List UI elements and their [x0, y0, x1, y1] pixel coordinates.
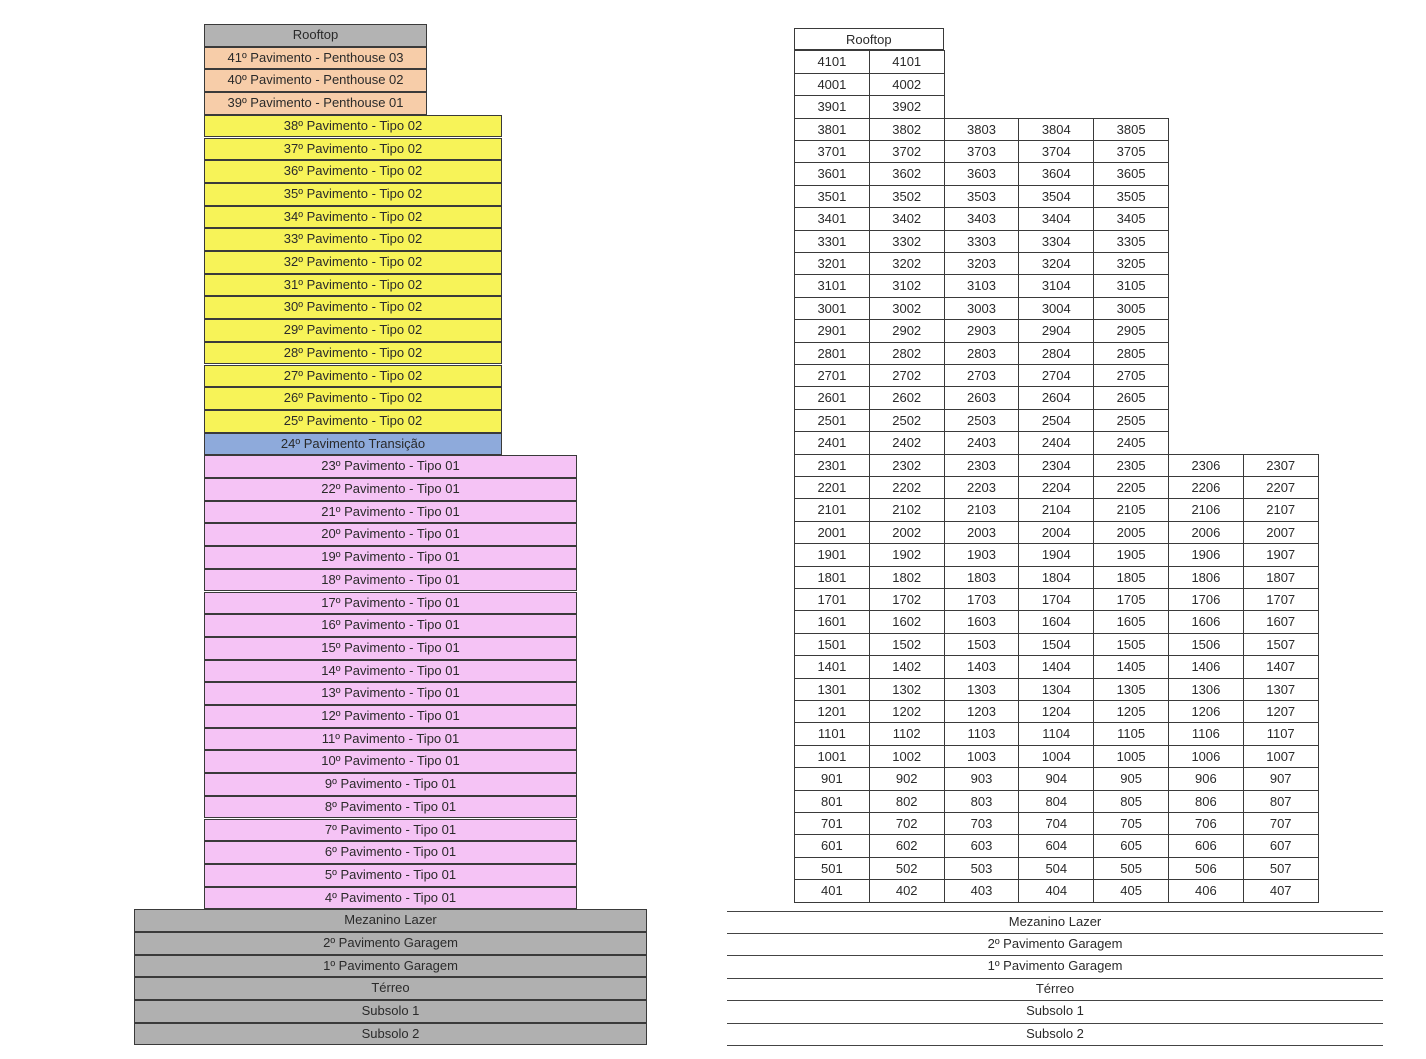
- tipo02-floor: 28º Pavimento - Tipo 02: [204, 342, 502, 365]
- unit-cell: 907: [1243, 767, 1319, 790]
- unit-cell: 3802: [869, 118, 945, 141]
- unit-cell: 2003: [944, 521, 1020, 544]
- unit-cell: 2301: [794, 454, 870, 477]
- unit-cell: 3701: [794, 140, 870, 163]
- unit-cell: 704: [1018, 812, 1094, 835]
- unit-cell: 3603: [944, 162, 1020, 185]
- unit-cell: 604: [1018, 834, 1094, 857]
- unit-cell: 1702: [869, 588, 945, 611]
- tipo01-floor: 9º Pavimento - Tipo 01: [204, 773, 577, 796]
- unit-cell: 2101: [794, 498, 870, 521]
- unit-cell: 1303: [944, 678, 1020, 701]
- unit-cell: 905: [1093, 767, 1169, 790]
- unit-cell: 3303: [944, 230, 1020, 253]
- unit-cell: 803: [944, 790, 1020, 813]
- unit-cell: 402: [869, 879, 945, 902]
- unit-cell: 1404: [1018, 655, 1094, 678]
- unit-cell: 1801: [794, 566, 870, 589]
- unit-cell: 703: [944, 812, 1020, 835]
- unit-cell: 3801: [794, 118, 870, 141]
- unit-cell: 3403: [944, 207, 1020, 230]
- unit-cell: 2803: [944, 342, 1020, 365]
- tipo01-floor: 7º Pavimento - Tipo 01: [204, 819, 577, 842]
- unit-cell: 1103: [944, 722, 1020, 745]
- base-floor: 2º Pavimento Garagem: [134, 932, 647, 955]
- tipo01-floor: 18º Pavimento - Tipo 01: [204, 569, 577, 592]
- unit-cell: 1005: [1093, 745, 1169, 768]
- unit-cell: 603: [944, 834, 1020, 857]
- unit-cell: 3602: [869, 162, 945, 185]
- unit-cell: 1505: [1093, 633, 1169, 656]
- unit-cell: 904: [1018, 767, 1094, 790]
- unit-cell: 3601: [794, 162, 870, 185]
- unit-cell: 2102: [869, 498, 945, 521]
- unit-cell: 407: [1243, 879, 1319, 902]
- unit-cell: 1601: [794, 610, 870, 633]
- unit-cell: 1301: [794, 678, 870, 701]
- right-base-floor: Subsolo 1: [727, 1001, 1383, 1023]
- unit-cell: 2901: [794, 319, 870, 342]
- tipo01-floor: 20º Pavimento - Tipo 01: [204, 523, 577, 546]
- unit-cell: 2601: [794, 386, 870, 409]
- unit-cell: 3605: [1093, 162, 1169, 185]
- unit-cell: 3003: [944, 297, 1020, 320]
- unit-cell: 1701: [794, 588, 870, 611]
- unit-cell: 1101: [794, 722, 870, 745]
- unit-cell: 502: [869, 857, 945, 880]
- unit-cell: 801: [794, 790, 870, 813]
- tipo01-floor: 16º Pavimento - Tipo 01: [204, 614, 577, 637]
- unit-cell: 807: [1243, 790, 1319, 813]
- unit-cell: 903: [944, 767, 1020, 790]
- unit-cell: 2503: [944, 409, 1020, 432]
- unit-cell: 2904: [1018, 319, 1094, 342]
- unit-cell: 806: [1168, 790, 1244, 813]
- unit-cell: 1501: [794, 633, 870, 656]
- unit-cell: 2802: [869, 342, 945, 365]
- rooftop-floor: Rooftop: [204, 24, 427, 47]
- unit-cell: 4101: [869, 50, 945, 73]
- unit-cell: 1002: [869, 745, 945, 768]
- unit-cell: 3202: [869, 252, 945, 275]
- unit-cell: 1804: [1018, 566, 1094, 589]
- unit-cell: 1204: [1018, 700, 1094, 723]
- unit-cell: 3901: [794, 95, 870, 118]
- unit-cell: 505: [1093, 857, 1169, 880]
- unit-cell: 1506: [1168, 633, 1244, 656]
- unit-cell: 2206: [1168, 476, 1244, 499]
- unit-cell: 2204: [1018, 476, 1094, 499]
- unit-cell: 1402: [869, 655, 945, 678]
- unit-cell: 2603: [944, 386, 1020, 409]
- penthouse-floor: 39º Pavimento - Penthouse 01: [204, 92, 427, 115]
- penthouse-floor: 41º Pavimento - Penthouse 03: [204, 47, 427, 70]
- unit-cell: 2902: [869, 319, 945, 342]
- unit-cell: 1504: [1018, 633, 1094, 656]
- unit-cell: 406: [1168, 879, 1244, 902]
- unit-cell: 1406: [1168, 655, 1244, 678]
- unit-cell: 401: [794, 879, 870, 902]
- unit-cell: 602: [869, 834, 945, 857]
- unit-cell: 3505: [1093, 185, 1169, 208]
- unit-cell: 705: [1093, 812, 1169, 835]
- unit-cell: 2701: [794, 364, 870, 387]
- unit-cell: 3705: [1093, 140, 1169, 163]
- unit-cell: 1203: [944, 700, 1020, 723]
- unit-cell: 1807: [1243, 566, 1319, 589]
- unit-cell: 3305: [1093, 230, 1169, 253]
- tipo01-floor: 11º Pavimento - Tipo 01: [204, 728, 577, 751]
- unit-cell: 3604: [1018, 162, 1094, 185]
- unit-cell: 2405: [1093, 431, 1169, 454]
- unit-cell: 2605: [1093, 386, 1169, 409]
- unit-cell: 802: [869, 790, 945, 813]
- unit-cell: 1403: [944, 655, 1020, 678]
- unit-cell: 2404: [1018, 431, 1094, 454]
- unit-cell: 1006: [1168, 745, 1244, 768]
- unit-cell: 4002: [869, 73, 945, 96]
- base-floor: Subsolo 1: [134, 1000, 647, 1023]
- tipo01-floor: 23º Pavimento - Tipo 01: [204, 455, 577, 478]
- tipo02-floor: 32º Pavimento - Tipo 02: [204, 251, 502, 274]
- tipo01-floor: 19º Pavimento - Tipo 01: [204, 546, 577, 569]
- base-floor: Térreo: [134, 977, 647, 1000]
- unit-cell: 2002: [869, 521, 945, 544]
- unit-cell: 1603: [944, 610, 1020, 633]
- unit-cell: 2202: [869, 476, 945, 499]
- unit-cell: 1304: [1018, 678, 1094, 701]
- unit-cell: 1703: [944, 588, 1020, 611]
- unit-cell: 3502: [869, 185, 945, 208]
- unit-cell: 1503: [944, 633, 1020, 656]
- unit-cell: 3902: [869, 95, 945, 118]
- tipo01-floor: 6º Pavimento - Tipo 01: [204, 841, 577, 864]
- unit-cell: 3301: [794, 230, 870, 253]
- unit-cell: 403: [944, 879, 1020, 902]
- unit-cell: 1706: [1168, 588, 1244, 611]
- unit-cell: 3004: [1018, 297, 1094, 320]
- unit-cell: 1905: [1093, 543, 1169, 566]
- unit-cell: 3103: [944, 274, 1020, 297]
- unit-cell: 3201: [794, 252, 870, 275]
- unit-cell: 2705: [1093, 364, 1169, 387]
- tipo02-floor: 29º Pavimento - Tipo 02: [204, 319, 502, 342]
- tipo02-floor: 35º Pavimento - Tipo 02: [204, 183, 502, 206]
- right-base-floor: Térreo: [727, 979, 1383, 1001]
- unit-cell: 902: [869, 767, 945, 790]
- unit-cell: 2001: [794, 521, 870, 544]
- unit-cell: 3102: [869, 274, 945, 297]
- tipo02-floor: 25º Pavimento - Tipo 02: [204, 410, 502, 433]
- unit-cell: 1107: [1243, 722, 1319, 745]
- unit-cell: 3404: [1018, 207, 1094, 230]
- unit-cell: 3703: [944, 140, 1020, 163]
- unit-cell: 2704: [1018, 364, 1094, 387]
- unit-cell: 2205: [1093, 476, 1169, 499]
- unit-cell: 702: [869, 812, 945, 835]
- unit-cell: 2602: [869, 386, 945, 409]
- unit-cell: 2201: [794, 476, 870, 499]
- unit-cell: 1306: [1168, 678, 1244, 701]
- tipo01-floor: 15º Pavimento - Tipo 01: [204, 637, 577, 660]
- unit-cell: 2905: [1093, 319, 1169, 342]
- tipo02-floor: 37º Pavimento - Tipo 02: [204, 138, 502, 161]
- unit-cell: 2403: [944, 431, 1020, 454]
- unit-cell: 606: [1168, 834, 1244, 857]
- unit-cell: 2104: [1018, 498, 1094, 521]
- unit-cell: 1407: [1243, 655, 1319, 678]
- unit-cell: 3401: [794, 207, 870, 230]
- base-floor: Mezanino Lazer: [134, 909, 647, 932]
- unit-cell: 2307: [1243, 454, 1319, 477]
- unit-cell: 3405: [1093, 207, 1169, 230]
- unit-cell: 1507: [1243, 633, 1319, 656]
- unit-cell: 3402: [869, 207, 945, 230]
- unit-cell: 2604: [1018, 386, 1094, 409]
- unit-cell: 2305: [1093, 454, 1169, 477]
- right-base-floor: 1º Pavimento Garagem: [727, 956, 1383, 978]
- unit-cell: 1502: [869, 633, 945, 656]
- unit-cell: 1106: [1168, 722, 1244, 745]
- unit-cell: 2105: [1093, 498, 1169, 521]
- unit-cell: 1901: [794, 543, 870, 566]
- tipo02-floor: 34º Pavimento - Tipo 02: [204, 206, 502, 229]
- unit-cell: 4101: [794, 50, 870, 73]
- unit-cell: 1604: [1018, 610, 1094, 633]
- unit-cell: 1105: [1093, 722, 1169, 745]
- tipo02-floor: 30º Pavimento - Tipo 02: [204, 296, 502, 319]
- unit-cell: 3805: [1093, 118, 1169, 141]
- unit-cell: 1202: [869, 700, 945, 723]
- tipo01-floor: 21º Pavimento - Tipo 01: [204, 501, 577, 524]
- tipo02-floor: 36º Pavimento - Tipo 02: [204, 160, 502, 183]
- unit-cell: 501: [794, 857, 870, 880]
- tipo01-floor: 5º Pavimento - Tipo 01: [204, 864, 577, 887]
- unit-cell: 706: [1168, 812, 1244, 835]
- unit-cell: 3504: [1018, 185, 1094, 208]
- unit-cell: 2207: [1243, 476, 1319, 499]
- unit-cell: 3001: [794, 297, 870, 320]
- unit-cell: 1004: [1018, 745, 1094, 768]
- unit-cell: 1102: [869, 722, 945, 745]
- unit-cell: 3105: [1093, 274, 1169, 297]
- unit-cell: 2203: [944, 476, 1020, 499]
- unit-cell: 3501: [794, 185, 870, 208]
- unit-cell: 504: [1018, 857, 1094, 880]
- unit-cell: 1805: [1093, 566, 1169, 589]
- unit-cell: 1405: [1093, 655, 1169, 678]
- unit-cell: 1205: [1093, 700, 1169, 723]
- unit-cell: 2004: [1018, 521, 1094, 544]
- unit-cell: 3204: [1018, 252, 1094, 275]
- unit-cell: 405: [1093, 879, 1169, 902]
- tipo01-floor: 13º Pavimento - Tipo 01: [204, 682, 577, 705]
- unit-cell: 2302: [869, 454, 945, 477]
- unit-cell: 3205: [1093, 252, 1169, 275]
- unit-cell: 3304: [1018, 230, 1094, 253]
- unit-cell: 1806: [1168, 566, 1244, 589]
- tipo01-floor: 22º Pavimento - Tipo 01: [204, 478, 577, 501]
- unit-cell: 1302: [869, 678, 945, 701]
- unit-cell: 507: [1243, 857, 1319, 880]
- unit-cell: 503: [944, 857, 1020, 880]
- unit-cell: 1602: [869, 610, 945, 633]
- unit-cell: 1802: [869, 566, 945, 589]
- base-floor: Subsolo 2: [134, 1023, 647, 1046]
- unit-cell: 1307: [1243, 678, 1319, 701]
- tipo01-floor: 17º Pavimento - Tipo 01: [204, 592, 577, 615]
- unit-cell: 1904: [1018, 543, 1094, 566]
- tipo01-floor: 4º Pavimento - Tipo 01: [204, 887, 577, 910]
- tipo02-floor: 26º Pavimento - Tipo 02: [204, 387, 502, 410]
- unit-cell: 404: [1018, 879, 1094, 902]
- unit-cell: 1705: [1093, 588, 1169, 611]
- tipo02-floor: 27º Pavimento - Tipo 02: [204, 365, 502, 388]
- unit-cell: 3101: [794, 274, 870, 297]
- unit-cell: 607: [1243, 834, 1319, 857]
- unit-cell: 2702: [869, 364, 945, 387]
- unit-cell: 2303: [944, 454, 1020, 477]
- unit-cell: 2804: [1018, 342, 1094, 365]
- tipo02-floor: 38º Pavimento - Tipo 02: [204, 115, 502, 138]
- unit-cell: 2005: [1093, 521, 1169, 544]
- unit-cell: 2402: [869, 431, 945, 454]
- unit-cell: 901: [794, 767, 870, 790]
- unit-cell: 1606: [1168, 610, 1244, 633]
- unit-cell: 701: [794, 812, 870, 835]
- tipo01-floor: 12º Pavimento - Tipo 01: [204, 705, 577, 728]
- unit-cell: 1207: [1243, 700, 1319, 723]
- tipo02-floor: 33º Pavimento - Tipo 02: [204, 228, 502, 251]
- unit-cell: 1003: [944, 745, 1020, 768]
- unit-cell: 2306: [1168, 454, 1244, 477]
- unit-cell: 1007: [1243, 745, 1319, 768]
- unit-cell: 2007: [1243, 521, 1319, 544]
- unit-cell: 1607: [1243, 610, 1319, 633]
- unit-cell: 3804: [1018, 118, 1094, 141]
- unit-cell: 2106: [1168, 498, 1244, 521]
- unit-cell: 3702: [869, 140, 945, 163]
- unit-cell: 601: [794, 834, 870, 857]
- unit-cell: 1803: [944, 566, 1020, 589]
- unit-cell: 1305: [1093, 678, 1169, 701]
- unit-cell: 2504: [1018, 409, 1094, 432]
- right-base-floor: Mezanino Lazer: [727, 912, 1383, 934]
- unit-cell: 804: [1018, 790, 1094, 813]
- unit-cell: 1907: [1243, 543, 1319, 566]
- unit-cell: 805: [1093, 790, 1169, 813]
- unit-cell: 707: [1243, 812, 1319, 835]
- unit-cell: 1704: [1018, 588, 1094, 611]
- unit-cell: 2805: [1093, 342, 1169, 365]
- unit-cell: 3005: [1093, 297, 1169, 320]
- unit-cell: 1605: [1093, 610, 1169, 633]
- unit-cell: 3302: [869, 230, 945, 253]
- unit-cell: 4001: [794, 73, 870, 96]
- unit-cell: 1001: [794, 745, 870, 768]
- tipo01-floor: 14º Pavimento - Tipo 01: [204, 660, 577, 683]
- unit-cell: 1906: [1168, 543, 1244, 566]
- unit-cell: 2801: [794, 342, 870, 365]
- unit-cell: 1902: [869, 543, 945, 566]
- unit-cell: 1707: [1243, 588, 1319, 611]
- tipo02-floor: 31º Pavimento - Tipo 02: [204, 274, 502, 297]
- unit-cell: 2501: [794, 409, 870, 432]
- unit-cell: 3704: [1018, 140, 1094, 163]
- unit-cell: 2304: [1018, 454, 1094, 477]
- unit-cell: 1201: [794, 700, 870, 723]
- unit-cell: 1903: [944, 543, 1020, 566]
- unit-cell: 1401: [794, 655, 870, 678]
- base-floor: 1º Pavimento Garagem: [134, 955, 647, 978]
- unit-cell: 3803: [944, 118, 1020, 141]
- unit-cell: 3104: [1018, 274, 1094, 297]
- unit-cell: 2903: [944, 319, 1020, 342]
- unit-cell: 1206: [1168, 700, 1244, 723]
- unit-cell: 2103: [944, 498, 1020, 521]
- unit-cell: 906: [1168, 767, 1244, 790]
- unit-cell: 2006: [1168, 521, 1244, 544]
- penthouse-floor: 40º Pavimento - Penthouse 02: [204, 69, 427, 92]
- unit-cell: 2401: [794, 431, 870, 454]
- tipo01-floor: 8º Pavimento - Tipo 01: [204, 796, 577, 819]
- unit-cell: 2703: [944, 364, 1020, 387]
- unit-cell: 2502: [869, 409, 945, 432]
- right-base-floor: Subsolo 2: [727, 1024, 1383, 1046]
- unit-cell: 605: [1093, 834, 1169, 857]
- unit-cell: 2505: [1093, 409, 1169, 432]
- unit-cell: 3503: [944, 185, 1020, 208]
- tipo01-floor: 10º Pavimento - Tipo 01: [204, 750, 577, 773]
- unit-cell: 506: [1168, 857, 1244, 880]
- transition-floor: 24º Pavimento Transição: [204, 433, 502, 456]
- right-base-floor: 2º Pavimento Garagem: [727, 934, 1383, 956]
- unit-cell: 2107: [1243, 498, 1319, 521]
- unit-cell: 1104: [1018, 722, 1094, 745]
- unit-cell: 3203: [944, 252, 1020, 275]
- right-rooftop-cell: Rooftop: [794, 28, 944, 50]
- unit-cell: 3002: [869, 297, 945, 320]
